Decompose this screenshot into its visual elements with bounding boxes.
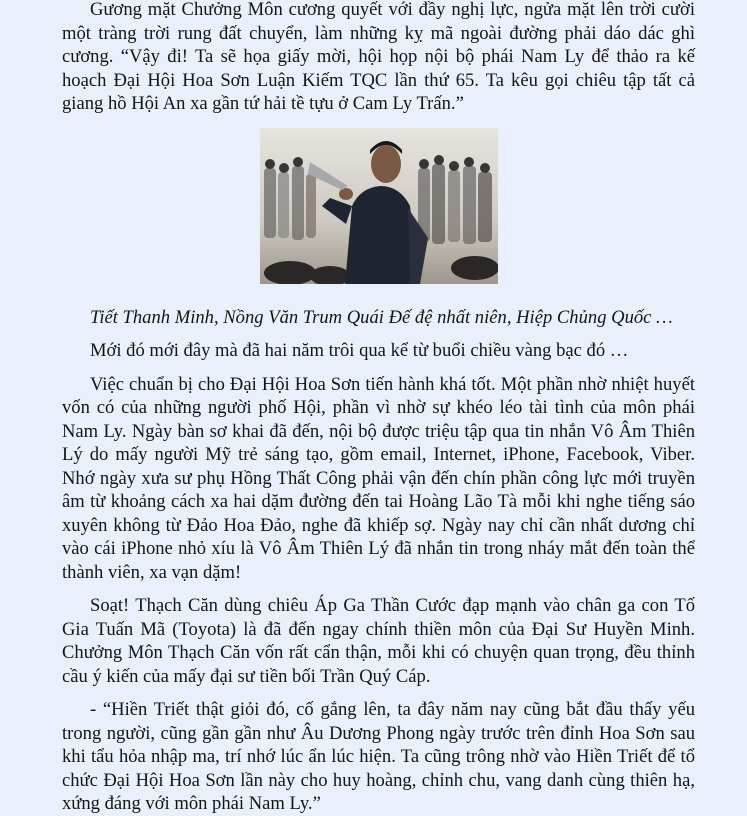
paragraph-2: Mới đó mới đây mà đã hai năm trôi qua kể từ buổi chiều vàng bạc đó …	[90, 340, 629, 361]
paragraph-1: Gương mặt Chưởng Môn cương quyết với đầy nghị lực, ngửa mặt lên trời cười một tràng trời rung đất chuyển, làm những kỵ mã ngoài đường phải dáo dác ghì cương. “Vậy đi! Ta sẽ họa giấy mời, hội họp nội bộ phái Nam Ly để thảo ra kế hoạch Đại Hội Hoa Sơn Luận Kiếm TQC lần thứ 65. Ta kêu gọi chiêu tập tất cả giang hồ Hội An xa gần tứ hải tề tựu ở Cam Ly Trấn.”	[62, 0, 695, 114]
paragraph-5: - “Hiền Triết thật giỏi đó, cố gắng lên, ta đây năm nay cũng bắt đầu thấy yếu trong người, cũng gần gần như Âu Dương Phong ngày trước trên đỉnh Hoa Sơn sau khi tẩu hỏa nhập ma, trí nhớ lúc ẩn lúc hiện. Ta cũng trông nhờ vào Hiền Triết để tổ chức Đại Hội Hoa Sơn lần này cho huy hoàng, chỉnh chu, vang danh cùng thiên hạ, xứng đáng với môn phái Nam Ly.”	[62, 699, 695, 814]
paragraph-3: Việc chuẩn bị cho Đại Hội Hoa Sơn tiến hành khá tốt. Một phần nhờ nhiệt huyết vốn có của những người phố Hội, phần vì nhờ sự khéo léo tài tình của môn phái Nam Ly. Ngày bàn sơ khai đã đến, nội bộ được triệu tập qua tin nhắn Vô Âm Thiên Lý do mấy người Mỹ trẻ sáng tạo, gồm email, Internet, iPhone, Facebook, Viber. Nhớ ngày xưa sư phụ Hồng Thất Công phải vận đến chín phần công lực mới truyền âm từ khoảng cách xa hai dặm đường đến tai Hoàng Lão Tà mỗi khi nghe tiếng sáo xuyên không từ Đảo Hoa Đảo, nghe đã khiếp sợ. Ngày nay chỉ cần nhất dương chỉ vào cái iPhone nhỏ xíu là Vô Âm Thiên Lý đã nhắn tin trong nháy mắt đến toàn thể thành viên, xa vạn dặm!	[62, 373, 695, 583]
photo-caption: Tiết Thanh Minh, Nồng Văn Trum Quái Đế đệ nhất niên, Hiệp Chủng Quốc …	[90, 306, 673, 328]
paragraph-4: Soạt! Thạch Căn dùng chiêu Áp Ga Thần Cước đạp mạnh vào chân ga con Tố Gia Tuấn Mã (Toyota) là đã đến ngay chính thiền môn của Đại Sư Huyền Minh. Chưởng Môn Thạch Căn vốn rất cẩn thận, mỗi khi có chuyện quan trọng, đều thỉnh cầu ý kiến của mấy đại sư tiền bối Trần Quý Cáp.	[62, 595, 695, 687]
swordsman-photo	[260, 128, 498, 284]
figure	[62, 128, 695, 284]
